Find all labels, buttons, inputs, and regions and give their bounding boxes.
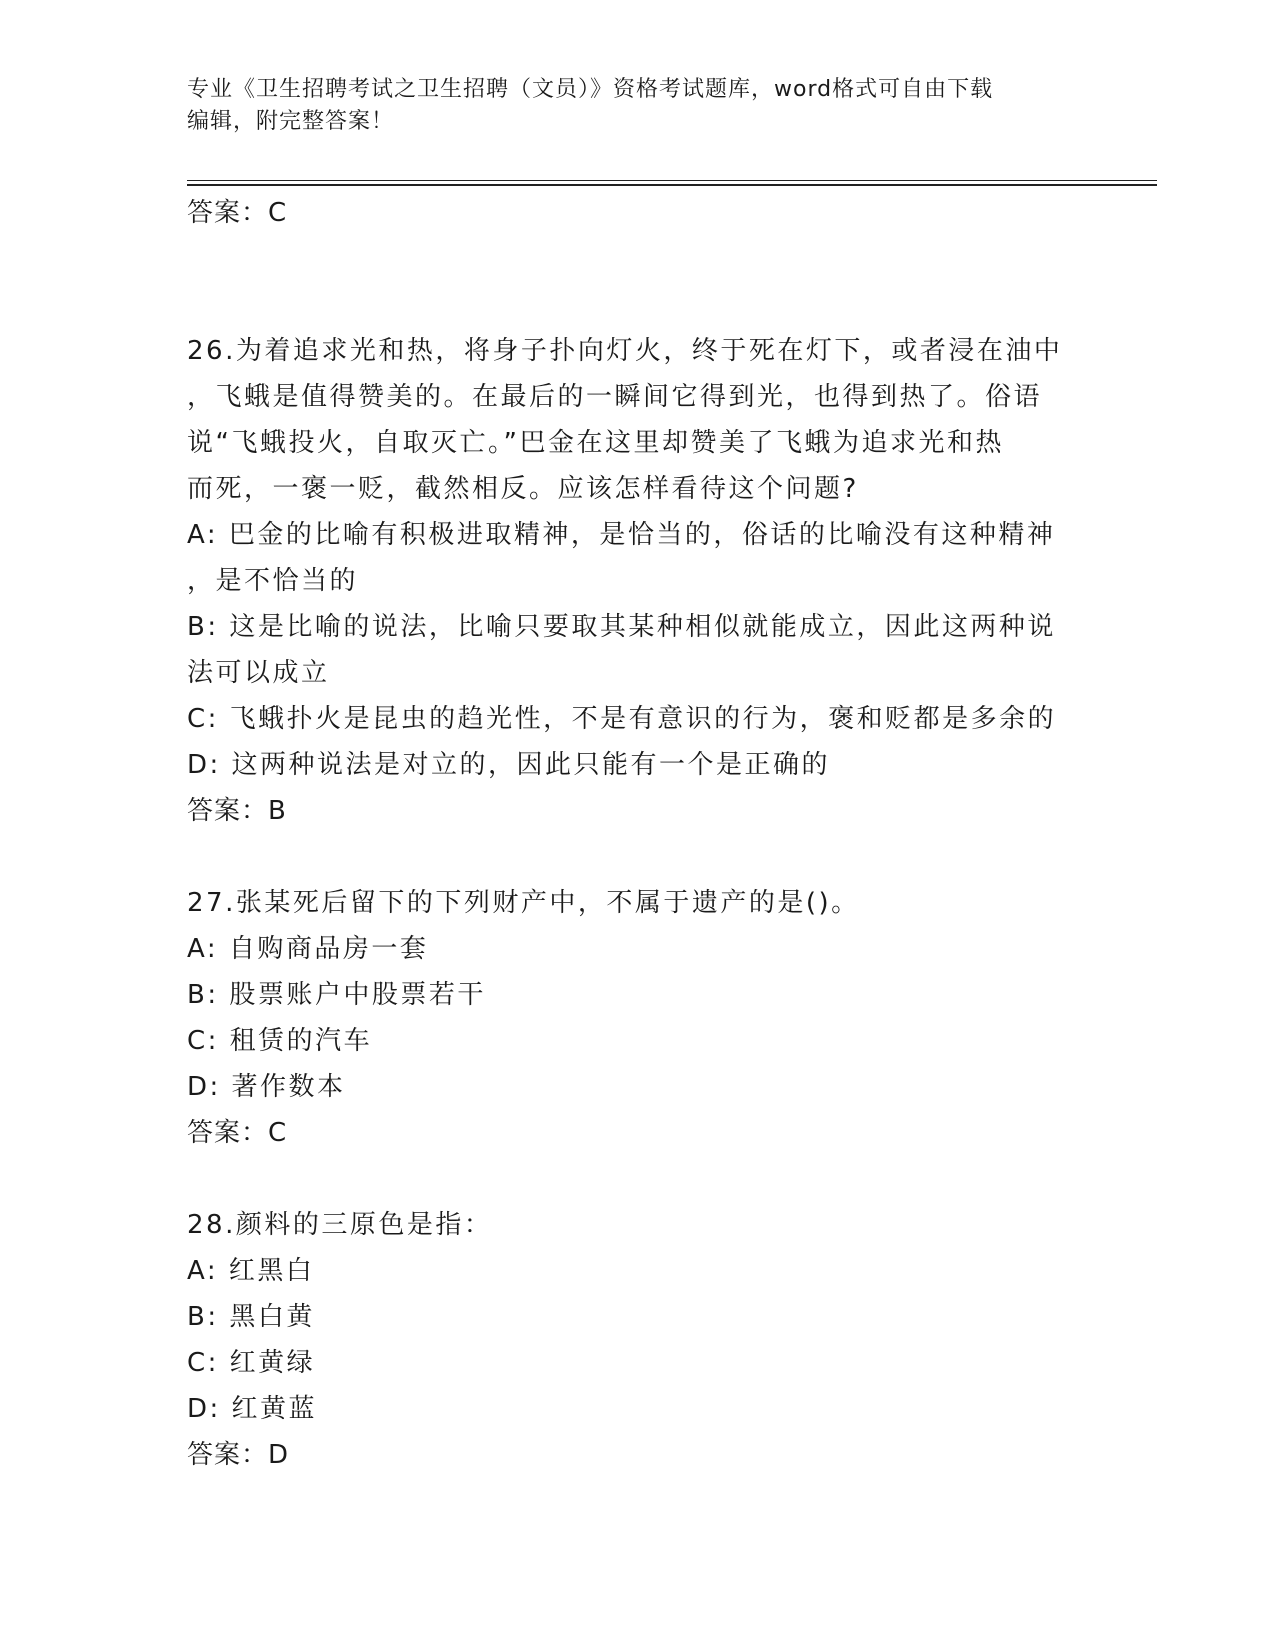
answer-line: 答案：B [187, 796, 287, 826]
question-stem-line: 28.颜料的三原色是指： [187, 1210, 493, 1240]
header-divider-thick [187, 184, 1157, 186]
option-b-line: B: 黑白黄 [187, 1302, 315, 1332]
document-header [187, 74, 1077, 138]
header-divider-thin [187, 180, 1157, 181]
header-line-2: 编辑，附完整答案！ [187, 109, 395, 134]
question-stem-line: 说“飞蛾投火，自取灭亡。”巴金在这里却赞美了飞蛾为追求光和热 [187, 428, 1004, 458]
option-b-line: 法可以成立 [187, 658, 330, 688]
option-d-line: D: 红黄蓝 [187, 1394, 318, 1424]
question-block [187, 328, 1087, 834]
question-stem-line: ，飞蛾是值得赞美的。在最后的一瞬间它得到光，也得到热了。俗语 [187, 382, 1043, 412]
question-content [187, 190, 1087, 1478]
answer-line: 答案：D [187, 1440, 290, 1470]
question-stem-line: 26.为着追求光和热，将身子扑向灯火，终于死在灯下，或者浸在油中 [187, 336, 1063, 366]
option-c-line: C: 红黄绿 [187, 1348, 316, 1378]
option-a-line: ，是不恰当的 [187, 566, 359, 596]
option-a-line: A: 红黑白 [187, 1256, 315, 1286]
option-d-line: D: 这两种说法是对立的，因此只能有一个是正确的 [187, 750, 831, 780]
answer-line: 答案：C [187, 198, 288, 228]
option-d-line: D: 著作数本 [187, 1072, 346, 1102]
option-c-line: C: 飞蛾扑火是昆虫的趋光性，不是有意识的行为，褒和贬都是多余的 [187, 704, 1057, 734]
option-a-line: A: 自购商品房一套 [187, 934, 429, 964]
option-b-line: B: 股票账户中股票若干 [187, 980, 486, 1010]
header-line-1: 专业《卫生招聘考试之卫生招聘（文员）》资格考试题库，word格式可自由下载 [187, 77, 994, 102]
question-stem-line: 27.张某死后留下的下列财产中，不属于遗产的是()。 [187, 888, 860, 918]
answer-line: 答案：C [187, 1118, 288, 1148]
question-block [187, 880, 1087, 1156]
option-c-line: C: 租赁的汽车 [187, 1026, 373, 1056]
option-a-line: A: 巴金的比喻有积极进取精神，是恰当的，俗话的比喻没有这种精神 [187, 520, 1056, 550]
question-stem-line: 而死，一褒一贬，截然相反。应该怎样看待这个问题? [187, 474, 859, 504]
option-b-line: B: 这是比喻的说法，比喻只要取其某种相似就能成立，因此这两种说 [187, 612, 1056, 642]
question-block [187, 1202, 1087, 1478]
